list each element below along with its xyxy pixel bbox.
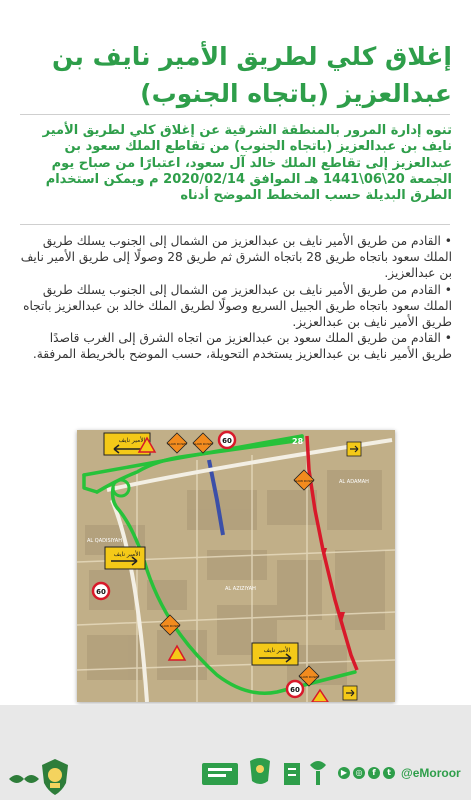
intro-paragraph: تنوه إدارة المرور بالمنطقة الشرقية عن إغلاق كلي لطريق الأمير نايف بن عبدالعزيز (باتجاه الجنوب) من تقاطع الملك سعود بن عبدالعزيز إلى تقاطع الملك خالد آل سعود، اعتبارًا من صباح يوم الجمعة 20\06\1441 هـ الموافق 2020/02/14 م ويمكن استخدام الطرق البديلة حسب المخطط الموضح أدناه [42,123,452,204]
place-label: AL ADAMAH [339,479,369,485]
social-handle[interactable]: @eMoroor [401,766,461,780]
speed-limit-icon [287,681,303,697]
svg-text:60: 60 [222,437,232,445]
detour-map [77,430,395,702]
instagram-icon[interactable]: ◎ [353,767,365,779]
svg-text:60: 60 [96,588,106,596]
list-item: • القادم من طريق الأمير نايف بن عبدالعزيز من الشمال إلى الجنوب يسلك طريق الملك سعود باتجاه طريق الجبيل السريع وصولًا لطريق الملك خالد بن عبدالعزيز باتجاه طريق الأمير نايف بن عبدالعزيز. [20,282,452,331]
sign-label: الأمير نايف [263,647,291,654]
svg-text:SLOW DOWN: SLOW DOWN [299,675,319,679]
svg-text:SLOW DOWN: SLOW DOWN [167,442,187,446]
svg-text:SLOW DOWN: SLOW DOWN [193,442,213,446]
divider [20,114,450,115]
place-label: AL AZIZIYAH [225,586,256,592]
speed-limit-icon [93,583,109,599]
sign-label: الأمير نايف [118,437,146,444]
page-title: إغلاق كلي لطريق الأمير نايف بن عبدالعزيز (باتجاه الجنوب) [52,42,452,108]
traffic-wings-logo-icon [7,769,41,789]
divider [20,224,450,225]
traffic-department-logo-icon [38,757,72,797]
government-emblems-icon [200,751,330,791]
sign-label: الأمير نايف [113,551,141,558]
svg-text:60: 60 [290,686,300,694]
svg-text:SLOW DOWN: SLOW DOWN [160,624,180,628]
facebook-icon[interactable]: f [368,767,380,779]
list-item: • القادم من طريق الأمير نايف بن عبدالعزيز من الشمال إلى الجنوب يسلك طريق الملك سعود باتجاه طريق 28 باتجاه الشرق ثم طريق 28 وصولًا إلى طريق الأمير نايف بن عبدالعزيز. [20,233,452,282]
speed-limit-icon [219,432,235,448]
twitter-icon[interactable]: t [383,767,395,779]
road-number: 28 [292,437,304,446]
list-item: • القادم من طريق الملك سعود بن عبدالعزيز من اتجاه الشرق إلى الغرب قاصدًا طريق الأمير نايف بن عبدالعزيز يستخدم التحويلة، حسب الموضح بالخريطة المرفقة. [20,330,452,362]
alternative-routes-list [20,233,452,363]
social-links [338,765,461,781]
svg-text:SLOW DOWN: SLOW DOWN [294,479,314,483]
place-label: AL QADISIYAH [87,538,122,544]
youtube-icon[interactable]: ▶ [338,767,350,779]
